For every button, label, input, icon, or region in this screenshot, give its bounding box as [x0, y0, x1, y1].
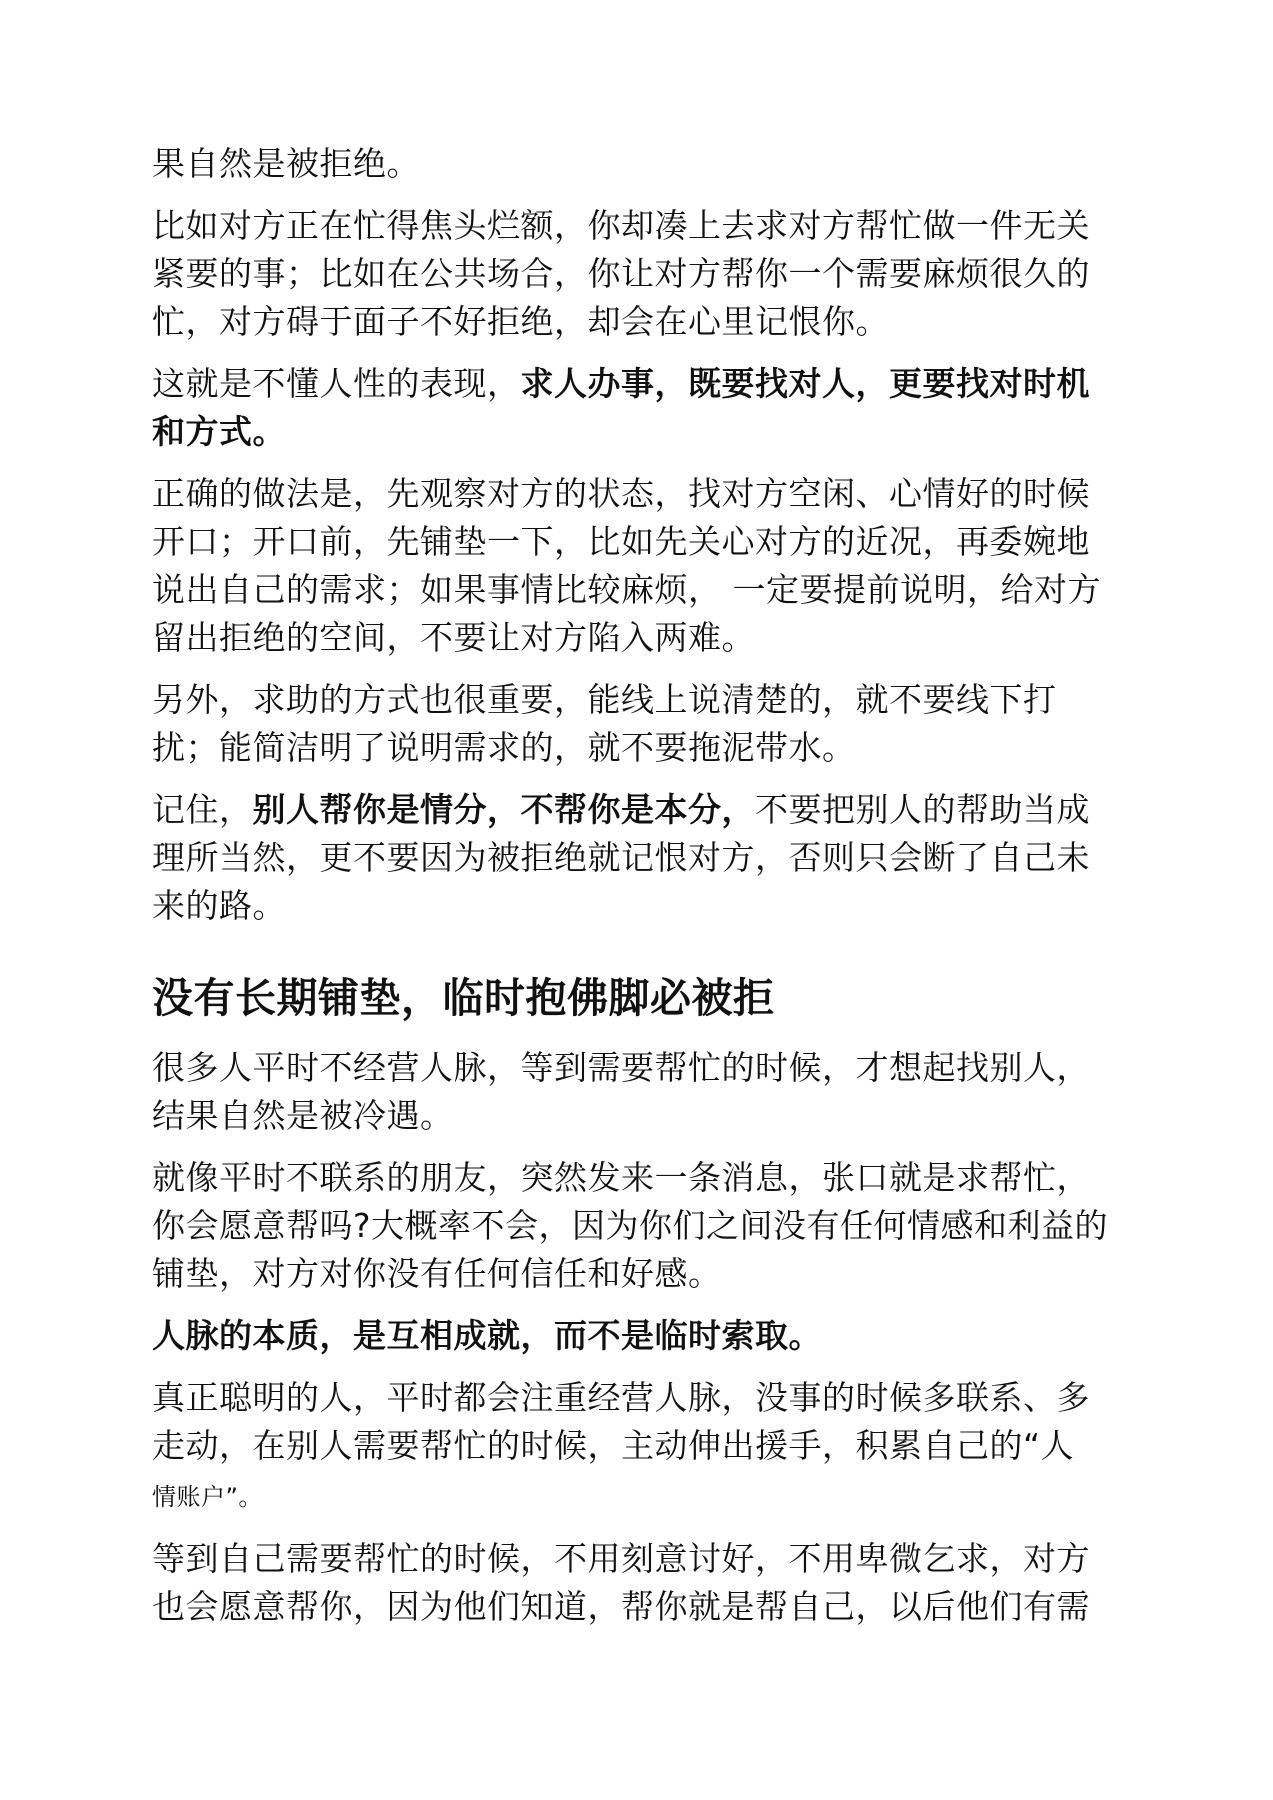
section-heading: 没有长期铺垫，临时抱佛脚必被拒	[152, 974, 775, 1022]
paragraph-text: 比如对方正在忙得焦头烂额，你却凑上去求对方帮忙做一件无关紧要的事；比如在公共场合，你让对方帮你一个需要麻烦很久的忙，对方碍于面子不好拒绝，却会在心里记恨你。	[152, 206, 1090, 341]
emphasis-text: 人脉的本质，是互相成就，而不是临时索取。	[152, 1316, 822, 1355]
paragraph-text: 就像平时不联系的朋友，突然发来一条消息，张口就是求帮忙，你会愿意帮吗?大概率不会，因为你们之间没有任何情感和利益的铺垫，对方对你没有任何信任和好感。	[152, 1158, 1109, 1293]
paragraph	[152, 1374, 1112, 1521]
paragraph	[152, 786, 1112, 930]
paragraph-text: 另外，求助的方式也很重要，能线上说清楚的，就不要线下打扰；能简洁明了说明需求的，就不要拖泥带水。	[152, 680, 1057, 767]
paragraph-text: 不要把别人的帮助当成理所当然，更不要因为被拒绝就记恨对方，否则只会断了自己未来的路。	[152, 790, 1090, 925]
paragraph-text: 很多人平时不经营人脉，等到需要帮忙的时候，才想起找别人，结果自然是被冷遇。	[152, 1048, 1090, 1135]
paragraph	[152, 140, 1112, 188]
paragraph-text: 这就是不懂人性的表现，	[152, 364, 521, 403]
paragraph-text: 等到自己需要帮忙的时候，不用刻意讨好，不用卑微乞求，对方也会愿意帮你，因为他们知道，帮你就是帮自己，以后他们有需	[152, 1539, 1090, 1626]
paragraph	[152, 676, 1112, 772]
article-body	[152, 140, 1112, 1645]
paragraph	[152, 470, 1112, 662]
paragraph	[152, 1535, 1112, 1631]
paragraph	[152, 1154, 1112, 1298]
paragraph-text: 正确的做法是，先观察对方的状态，找对方空闲、心情好的时候开口；开口前，先铺垫一下，比如先关心对方的近况，再委婉地说出自己的需求；如果事情比较麻烦， 一定要提前说明，给对方留出拒绝的空间，不要让对方陷入两难。	[152, 474, 1101, 657]
paragraph-text: 果自然是被拒绝。	[152, 144, 420, 183]
paragraph	[152, 1312, 1112, 1360]
emphasis-text: 别人帮你是情分，不帮你是本分，	[252, 790, 755, 829]
paragraph	[152, 202, 1112, 346]
paragraph	[152, 360, 1112, 456]
paragraph-text: 记住，	[152, 790, 253, 829]
paragraph-text-small: 情账户”。	[152, 1483, 263, 1511]
paragraph	[152, 1044, 1112, 1140]
emphasis-text: 求人办事，既要找对人，更要找对时机和方式。	[152, 364, 1090, 451]
paragraph-text: 真正聪明的人，平时都会注重经营人脉，没事的时候多联系、多走动，在别人需要帮忙的时候，主动伸出援手，积累自己的“人	[152, 1378, 1090, 1465]
